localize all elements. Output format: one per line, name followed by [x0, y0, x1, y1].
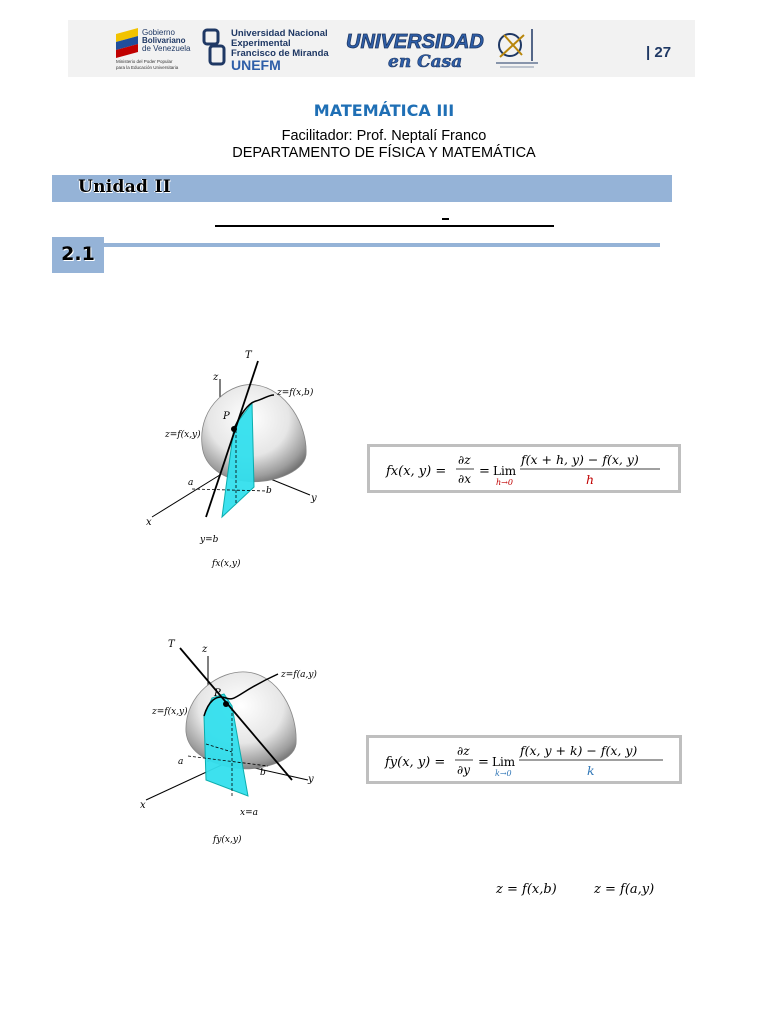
bottom-formula-1: z = f(x,b) [496, 882, 557, 897]
label-z: z [213, 372, 219, 383]
figure-partial-y [128, 632, 358, 852]
label-p: P [214, 688, 221, 699]
formula2-lim: Lim [492, 755, 516, 769]
point-p [223, 701, 229, 707]
gov-line2: Bolivariano [142, 36, 186, 45]
caption-fy: fy(x,y) [213, 835, 242, 845]
figure-partial-x [140, 345, 340, 580]
label-plane: x=a [240, 808, 258, 818]
formula1-lim: Lim [493, 464, 517, 478]
label-z: z [202, 644, 208, 655]
label-y: y [311, 493, 317, 504]
label-tangent: T [168, 639, 175, 650]
label-x: x [146, 517, 152, 528]
section-number: 2.1 [61, 243, 95, 265]
uni-line2: Experimental [231, 38, 291, 49]
caption-fx: fx(x,y) [212, 559, 241, 569]
formula-box-fx [367, 444, 681, 493]
label-b: b [266, 486, 272, 496]
unefm-emblem-icon [204, 30, 224, 64]
label-tangent: T [245, 350, 252, 361]
venezuela-logo [112, 24, 200, 74]
label-a: a [188, 478, 194, 488]
bottom-formula-2: z = f(a,y) [594, 882, 655, 897]
program-line1: UNIVERSIDAD [346, 31, 484, 53]
formula1-partial-num: ∂z [458, 453, 471, 467]
uni-line1: Universidad Nacional [231, 28, 328, 39]
label-curve: z=f(x,b) [277, 388, 314, 398]
label-plane: y=b [200, 535, 219, 545]
label-x: x [140, 800, 146, 811]
document-title: MATEMÁTICA III [313, 101, 455, 120]
formula1-lim-sub: h→0 [496, 478, 513, 487]
formula1-num: f(x + h, y) − f(x, y) [521, 452, 639, 467]
label-b: b [260, 768, 266, 778]
department-emblem-icon [494, 25, 542, 71]
uni-acronym: UNEFM [231, 57, 281, 73]
program-line2: en Casa [388, 52, 463, 72]
formula2-partial-num: ∂z [457, 744, 470, 758]
label-a: a [178, 757, 184, 767]
venezuela-flag-icon [116, 28, 138, 58]
formula2-num: f(x, y + k) − f(x, y) [520, 743, 638, 758]
universidad-en-casa-logo [344, 28, 484, 72]
gov-sub1: Ministerio del Poder Popular [116, 59, 173, 64]
gov-line1: Gobierno [142, 28, 175, 37]
label-surface: z=f(x,y) [152, 707, 188, 717]
uni-line3: Francisco de Miranda [231, 48, 329, 59]
formula2-lhs: fy(x, y) = [385, 755, 446, 770]
formula-box-fy [366, 735, 682, 784]
formula2-den: k [587, 763, 595, 778]
unefm-logo [200, 24, 340, 74]
label-surface: z=f(x,y) [165, 430, 201, 440]
formula1-den: h [586, 472, 595, 487]
gov-sub2: para la Educación Universitaria [116, 65, 179, 70]
section-rule [104, 243, 660, 247]
label-y: y [308, 774, 314, 785]
formula1-lhs: fx(x, y) = [386, 464, 447, 479]
department-line: DEPARTAMENTO DE FÍSICA Y MATEMÁTICA [232, 145, 536, 161]
page-number: | 27 [646, 44, 672, 61]
bottom-formulas [490, 876, 690, 900]
unit-label: Unidad II [78, 177, 171, 197]
label-p: P [223, 411, 230, 422]
label-curve: z=f(a,y) [281, 670, 317, 680]
heading-underline [215, 225, 554, 227]
point-p [231, 426, 237, 432]
dash-mark [442, 218, 449, 220]
formula1-partial-den: ∂x [458, 472, 471, 486]
gov-line3: de Venezuela [142, 44, 191, 53]
facilitator-line: Facilitador: Prof. Neptalí Franco [281, 128, 487, 144]
formula2-eq: = [478, 755, 489, 770]
formula2-partial-den: ∂y [457, 763, 470, 777]
formula2-lim-sub: k→0 [495, 769, 512, 778]
formula1-eq: = [479, 464, 490, 479]
